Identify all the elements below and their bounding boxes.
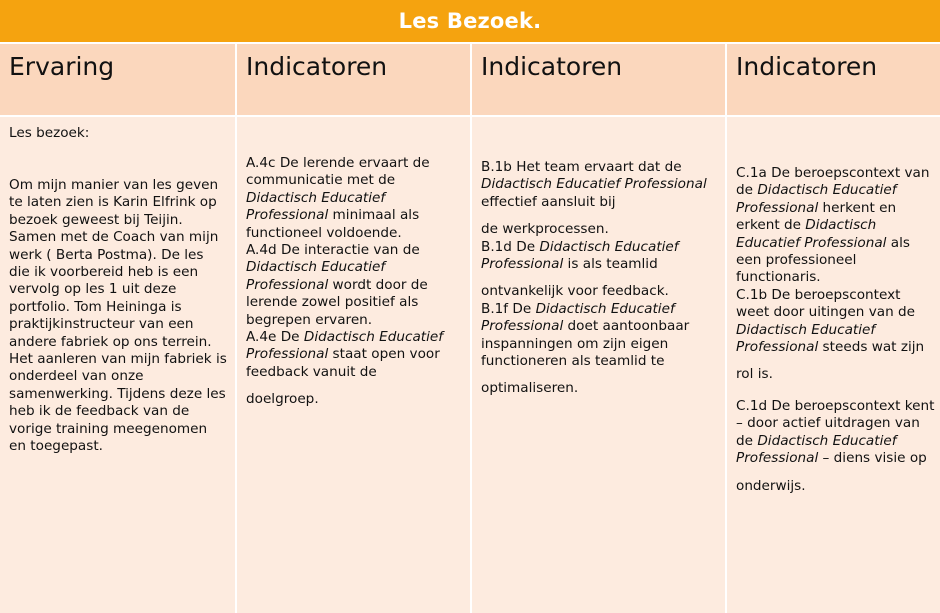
indicator-item: A.4e De Didactisch Educatief Professional staat open voor feedback vanuit de doelgroep. [246,329,444,408]
indicator-list [246,155,464,409]
column-body [0,117,235,613]
indicator-table [0,44,940,613]
indicator-list [736,165,936,495]
column-indicatoren-a [235,44,470,613]
column-header [727,44,940,117]
column-header-label: Indicatoren [736,52,878,81]
column-header-label: Indicatoren [246,52,388,81]
experience-text: Om mijn manier van les geven te laten zien is Karin Elfrink op bezoek geweest bij Teijin. Samen met de Coach van mijn werk ( Berta Postma). De les die ik voorbereid heb is een vervolg op les 1 uit deze portfolio. Tom Heininga is praktijkinstructeur van een andere fabriek op ons terrein. Het aanleren van mijn fabriek is onderdeel van onze samenwerking. Tijdens deze les heb ik de feedback van de vorige training meegenomen en toegepast. [9,177,227,455]
indicator-item: C.1a De beroepscontext van de Didactisch Educatief Professional herkent en erkent de Didactisch Educatief Professional als een professioneel functionaris. [736,165,930,286]
indicator-item: B.1d De Didactisch Educatief Professional is als teamlid ontvankelijk voor feedback. [481,238,679,300]
column-header-label: Ervaring [9,52,115,81]
column-header [237,44,470,117]
indicator-item: A.4d De interactie van de Didactisch Educatief Professional wordt door de lerende zowel positief als begrepen ervaren. [246,242,428,328]
column-body [727,117,940,613]
indicator-item: C.1d De beroepscontext kent – door actief uitdragen van de Didactisch Educatief Professional – diens visie op onderwijs. [736,397,935,494]
indicator-item: B.1b Het team ervaart dat de Didactisch Educatief Professional effectief aansluit bij de werkprocessen. [481,159,707,238]
indicator-item: B.1f De Didactisch Educatief Professional doet aantoonbaar inspanningen om zijn eigen functioneren als teamlid te optimaliseren. [481,300,690,397]
column-indicatoren-b [470,44,725,613]
column-body [472,117,725,613]
column-header-label: Indicatoren [481,52,623,81]
column-ervaring [0,44,235,613]
intro-text: Les bezoek: [9,125,90,141]
column-body [237,117,470,613]
indicator-item: A.4c De lerende ervaart de communicatie met de Didactisch Educatief Professional minimaal als functioneel voldoende. [246,155,430,241]
column-indicatoren-c [725,44,940,613]
column-header [472,44,725,117]
indicator-list [481,159,719,398]
page-title: Les Bezoek. [398,9,542,33]
title-bar [0,0,940,44]
indicator-item: C.1b De beroepscontext weet door uitingen van de Didactisch Educatief Professional steeds wat zijn rol is. [736,286,925,383]
column-header [0,44,235,117]
